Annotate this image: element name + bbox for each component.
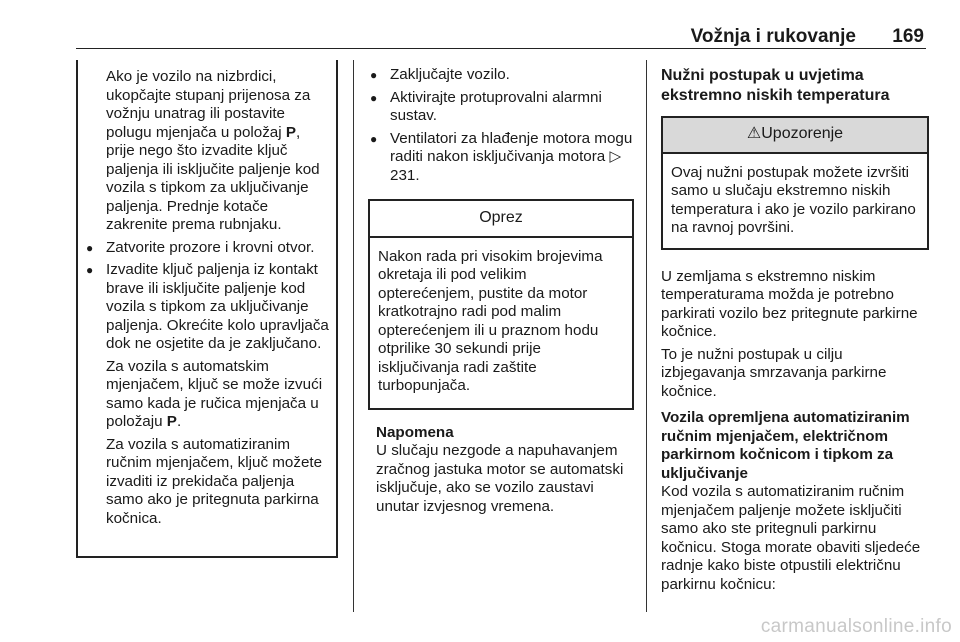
- paragraph: To je nužni postupak u cilju izbjegavanja smrzavanja parkirne kočnice.: [661, 345, 887, 400]
- note-title: Napomena: [376, 423, 454, 441]
- watermark: carmanualsonline.info: [760, 616, 952, 637]
- chapter-title: Vožnja i rukovanje: [690, 26, 856, 47]
- paragraph: Kod vozila s automatiziranim ručnim mjenjačem paljenje možete isključiti samo ako ste pritegnuli parkirnu kočnicu. Stoga morate obaviti sljedeće radnje kako biste otpustili električnu parkirnu kočnicu:: [661, 483, 921, 593]
- continued-warning-box: [76, 60, 338, 558]
- bullet-item: ● Izvadite ključ paljenja iz kontakt brave ili isključite paljenje kod vozila s tipkom za uključivanje paljenja. Okrećite kolo upravljača dok ne osjetite da je zaključano.: [84, 261, 330, 354]
- column-divider-2: [646, 60, 647, 612]
- bullet-item: ● Ventilatori za hlađenje motora mogu raditi nakon isključivanja motora ▷ 231.: [368, 130, 634, 186]
- column-divider-1: [353, 60, 354, 612]
- note-text: U slučaju nezgode a napuhavanjem zračnog jastuka motor se automatski isključuje, ako se vozilo zaustavi unutar izvjesnog vremena.: [376, 442, 624, 515]
- caution-text: Nakon rada pri visokim brojevima okretaja ili pod velikim opterećenjem, pustite da motor kratkotrajno radi pod malim opterećenjem ili u praznom hodu otprilike 30 sekundi prije isključivanja radi zaštite turbopunjača.: [378, 247, 603, 394]
- column-1: [76, 60, 338, 558]
- column-3: [661, 60, 929, 598]
- warning-box: [661, 116, 929, 250]
- sub-paragraph-automatic: Za vozila s automatskim mjenjačem, ključ se može izvući samo kada je ručica mjenjača u položaju P.: [106, 357, 323, 430]
- page-number: 169: [892, 26, 924, 47]
- section-title: Nužni postupak u uvjetima ekstremno niskih temperatura: [661, 67, 890, 104]
- box-paragraph: Ako je vozilo na nizbrdici, ukopčajte stupanj prijenosa za vožnju unatrag ili postavite polugu mjenjača u položaj P, prije nego što izvadite ključ paljenja ili isključite paljenje kod vozila s tipkom za uključivanje paljenja. Prednje kotače zakrenite prema rubnjaku.: [106, 68, 320, 233]
- caution-box: [368, 199, 634, 410]
- bullet-item: ● Aktivirajte protuprovalni alarmni sustav.: [368, 89, 634, 126]
- caution-title: Oprez: [370, 201, 632, 238]
- paragraph: U zemljama s ekstremno niskim temperaturama možda je potrebno parkirati vozilo bez pritegnute parkirne kočnice.: [661, 267, 918, 340]
- column-2: [368, 60, 634, 516]
- sub-paragraph-automated-manual: Za vozila s automatiziranim ručnim mjenjačem, ključ možete izvaditi iz prekidača paljenja samo ako je pritegnuta parkirna kočnica.: [106, 435, 323, 527]
- warning-text: Ovaj nužni postupak možete izvršiti samo u slučaju ekstremno niskih temperatura i ako je vozilo parkirano na ravnoj površini.: [671, 163, 916, 236]
- warning-title: ⚠Upozorenje: [663, 118, 927, 154]
- subsection-title: Vozila opremljena automatiziranim ručnim mjenjačem, električnom parkirnom kočnicom i tipkom za uključivanje: [661, 409, 910, 482]
- bullet-item: ● Zatvorite prozore i krovni otvor.: [84, 239, 330, 258]
- page-header: [76, 22, 926, 49]
- bullet-item: ● Zaključajte vozilo.: [368, 66, 634, 85]
